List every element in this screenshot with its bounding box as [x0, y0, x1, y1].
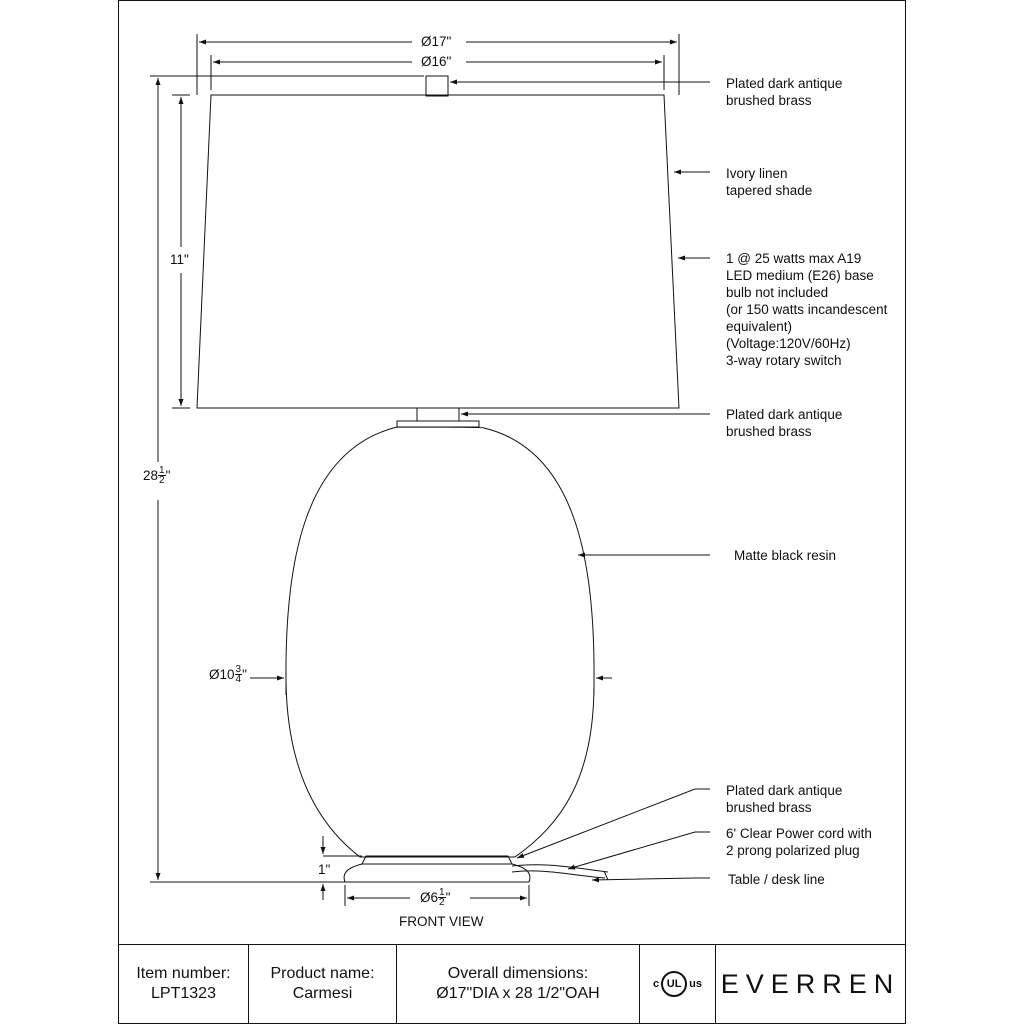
overall-dimensions-cell — [397, 944, 639, 1024]
base-diameter: Ø6 $\frac{1}{2}$ " — [417, 888, 453, 907]
finial — [426, 76, 448, 96]
item-number-label: Item number: — [136, 965, 231, 982]
base-height: 1" — [315, 862, 333, 878]
cul-us-logo: c UL us — [653, 971, 702, 997]
brand-logo: EVERREN — [720, 969, 901, 999]
lamp-body — [286, 427, 594, 857]
overall-dimensions-label: Overall dimensions: — [447, 965, 589, 982]
callout-body: Matte black resin — [734, 548, 837, 563]
callout-base: Plated dark antique brushed brass — [726, 783, 843, 815]
neck — [417, 408, 459, 421]
brand-cell — [716, 944, 905, 1024]
lamp-shade — [197, 95, 679, 408]
shade-top-diameter: Ø17" — [418, 34, 454, 50]
callout-finial: Plated dark antique brushed brass — [726, 76, 843, 108]
product-name-value: Carmesi — [292, 985, 353, 1002]
item-number-value: LPT1323 — [151, 985, 216, 1002]
view-label: FRONT VIEW — [399, 914, 484, 929]
shade-bottom-diameter: Ø16" — [418, 54, 454, 70]
power-cord — [512, 865, 608, 880]
overall-dimensions-value: Ø17"DIA x 28 1/2"OAH — [436, 985, 600, 1002]
callout-bulb: 1 @ 25 watts max A19 LED medium (E26) base bulb not included (or 150 watts incandescent equivalent) (Voltage:120V/60Hz) 3-way rotary switch — [726, 251, 888, 368]
callout-shade: Ivory linen tapered shade — [726, 166, 813, 198]
overall-height: 28 $\frac{1}{2}$ " — [140, 466, 173, 485]
neck-cap — [397, 421, 479, 427]
callout-cord: 6' Clear Power cord with 2 prong polarized plug — [726, 826, 872, 858]
shade-height: 11" — [167, 252, 192, 268]
callout-neck: Plated dark antique brushed brass — [726, 407, 843, 439]
ul-certification-cell — [640, 944, 715, 1024]
product-name-cell — [249, 944, 396, 1024]
callout-table-line: Table / desk line — [728, 872, 825, 887]
item-number-cell — [119, 944, 248, 1024]
product-name-label: Product name: — [270, 965, 375, 982]
body-diameter: Ø10 $\frac{3}{4}$ " — [206, 665, 250, 684]
